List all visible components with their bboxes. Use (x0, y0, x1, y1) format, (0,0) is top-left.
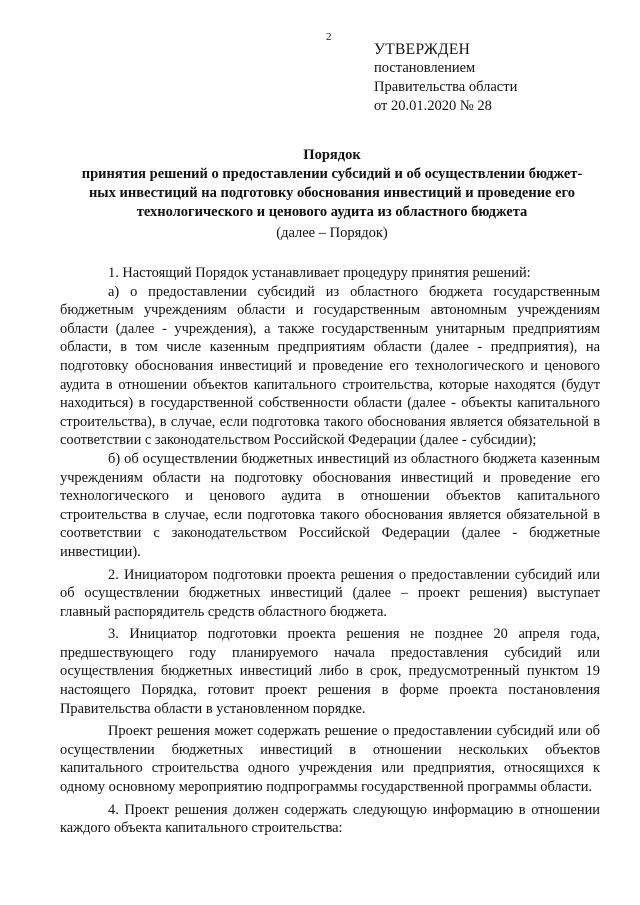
paragraph-4: 4. Проект решения должен содержать следующую информацию в отношении каждого объекта капитального строительства: (60, 801, 600, 837)
paragraph-1: 1. Настоящий Порядок устанавливает процедуру принятия решений: (108, 265, 531, 281)
title-subtitle: (далее – Порядок) (276, 225, 388, 241)
paragraph-1b: б) об осуществлении бюджетных инвестиций из областного бюджета казенным учреждениям области на подготовку обоснования инвестиций и проведение его технологического и ценового аудита в отношении объектов капитального строительства в случае, если подготовка такого обоснования является обязательной в соответствии с законодательством Российской Федерации (далее - бюджетные инвестиции). (60, 450, 600, 560)
approval-line-1: постановлением (374, 60, 476, 76)
title-line-2: ных инвестиций на подготовку обоснования инвестиций и проведение его (88, 185, 576, 201)
title-line-3: технологического и ценового аудита из областного бюджета (136, 204, 528, 220)
approval-line-3: от 20.01.2020 № 28 (374, 98, 492, 114)
paragraph-1a: а) о предоставлении субсидий из областного бюджета государственным бюджетным учреждениям области и государственным автономным учреждениям области (далее - учреждения), а также государственным унитарным предприятиям области, в том числе казенным предприятиям области (далее - предприятия), на подготовку обоснования инвестиций и проведение его технологического и ценового аудита в отношении объектов капитального строительства, которые находятся (будут находиться) в государственной собственности области (далее - объекты капитального строительства), в случае, если подготовка такого обоснования является обязательной в соответствии с законодательством Российской Федерации (далее - субсидии); (60, 283, 600, 449)
document-title (60, 146, 604, 243)
page-number: 2 (326, 31, 332, 43)
document-body (60, 264, 600, 838)
approval-head: УТВЕРЖДЕН (374, 41, 471, 58)
approval-line-2: Правительства области (374, 79, 518, 95)
title-heading: Порядок (303, 147, 361, 163)
paragraph-3-cont: Проект решения может содержать решение о предоставлении субсидий или об осуществлении бюджетных инвестиций в отношении нескольких объектов капитального строительства одного учреждения или предприятия, относящихся к одному основному мероприятию подпрограммы государственной программы области. (60, 723, 600, 796)
title-line-1: принятия решений о предоставлении субсидий и об осуществлении бюджет- (81, 166, 583, 182)
approval-stamp (374, 40, 517, 116)
paragraph-2: 2. Инициатором подготовки проекта решения о предоставлении субсидий или об осуществлении бюджетных инвестиций (далее – проект решения) выступает главный распорядитель средств областного бюджета. (60, 566, 600, 620)
paragraph-3: 3. Инициатор подготовки проекта решения не позднее 20 апреля года, предшествующего году планируемого начала предоставления субсидий или осуществления бюджетных инвестиций либо в срок, предусмотренный пунктом 19 настоящего Порядка, готовит проект решения в форме проекта постановления Правительства области в установленном порядке. (60, 626, 600, 717)
